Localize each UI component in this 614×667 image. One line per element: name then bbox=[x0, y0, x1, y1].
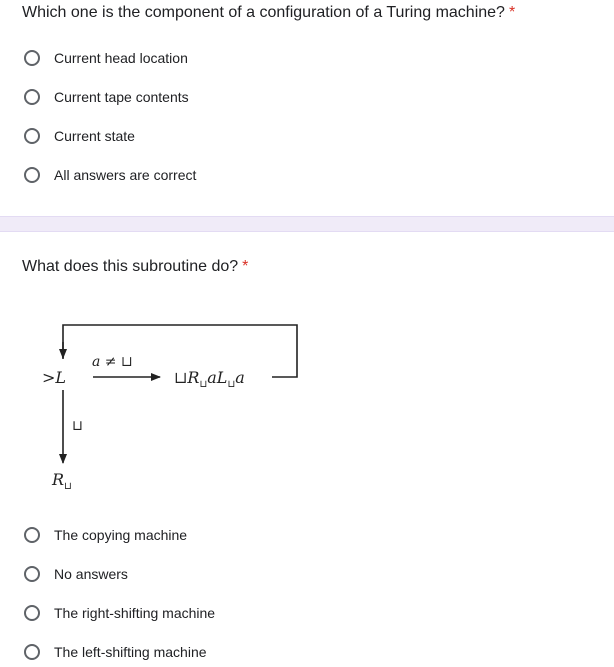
target-machine-label: $⊔R_⊔aL_⊔a$ bbox=[174, 368, 245, 390]
radio-button[interactable] bbox=[24, 128, 40, 144]
question-text: Which one is the component of a configuration of a Turing machine? bbox=[22, 4, 505, 21]
bottom-state-label: $R_⊔$ bbox=[52, 470, 72, 492]
question-card-2 bbox=[0, 232, 614, 667]
radio-button[interactable] bbox=[24, 527, 40, 543]
option-label: The right-shifting machine bbox=[54, 605, 216, 621]
option-label: Current head location bbox=[54, 50, 188, 66]
radio-button[interactable] bbox=[24, 167, 40, 183]
required-asterisk: * bbox=[508, 4, 516, 21]
radio-button[interactable] bbox=[24, 50, 40, 66]
option-copying-machine[interactable] bbox=[24, 523, 187, 547]
radio-button[interactable] bbox=[24, 566, 40, 582]
option-left-shifting-machine[interactable] bbox=[24, 640, 207, 664]
radio-button[interactable] bbox=[24, 605, 40, 621]
required-asterisk: * bbox=[242, 258, 249, 275]
subroutine-diagram bbox=[0, 232, 614, 532]
option-all-answers-correct[interactable] bbox=[24, 163, 196, 187]
option-current-state[interactable] bbox=[24, 124, 135, 148]
option-label: Current tape contents bbox=[54, 89, 189, 105]
radio-button[interactable] bbox=[24, 644, 40, 660]
blank-symbol-label: ⊔ bbox=[72, 417, 83, 433]
option-current-tape-contents[interactable] bbox=[24, 85, 189, 109]
section-divider bbox=[0, 216, 614, 232]
transition-label: a ≠ ⊔ bbox=[92, 354, 133, 370]
option-label: Current state bbox=[54, 128, 135, 144]
option-label: No answers bbox=[54, 566, 128, 582]
question-text: What does this subroutine do? bbox=[22, 258, 239, 275]
option-label: The copying machine bbox=[54, 527, 188, 543]
question-card-1 bbox=[0, 0, 614, 216]
radio-button[interactable] bbox=[24, 89, 40, 105]
start-state-label: >L bbox=[42, 368, 67, 387]
option-label: The left-shifting machine bbox=[54, 644, 207, 660]
option-no-answers[interactable] bbox=[24, 562, 128, 586]
question-title bbox=[22, 4, 515, 22]
option-current-head-location[interactable] bbox=[24, 46, 188, 70]
option-right-shifting-machine[interactable] bbox=[24, 601, 215, 625]
option-label: All answers are correct bbox=[54, 167, 197, 183]
